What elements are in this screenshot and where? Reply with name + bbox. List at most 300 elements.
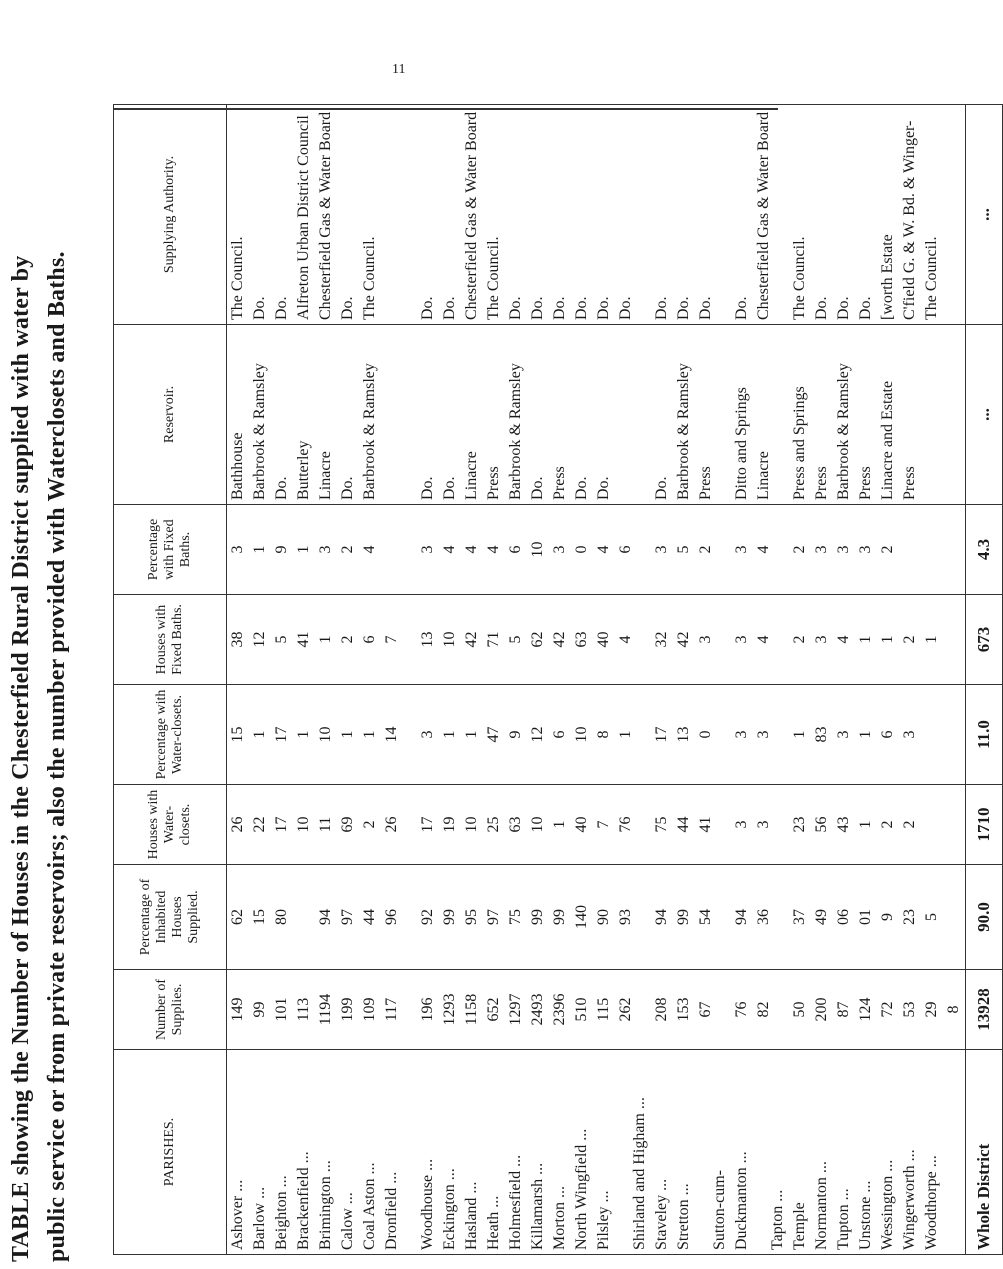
pct-wc-line <box>943 689 965 780</box>
group-gap <box>775 329 789 500</box>
supplies-line: 87 <box>835 1001 852 1018</box>
baths-line: 7 <box>383 635 400 644</box>
wc-line: 17 <box>273 816 290 833</box>
pct-wc-line: 6 <box>879 730 896 739</box>
pct-wc-line: 1 <box>251 730 268 739</box>
baths-line: 10 <box>441 631 458 648</box>
pct-baths-line: 5 <box>675 545 692 554</box>
pct-baths-line: 4 <box>595 545 612 554</box>
supplies-line: 1194 <box>317 993 334 1026</box>
supplies-line: 53 <box>901 1001 918 1018</box>
supplies-line: 1297 <box>507 993 524 1026</box>
group-gap <box>637 329 651 500</box>
parishes-line: Heath ... <box>485 1195 502 1250</box>
baths-line: 41 <box>295 631 312 648</box>
parishes-line: Unstone ... <box>857 1180 874 1250</box>
baths-line: 32 <box>653 631 670 648</box>
pct-supplied-line: 23 <box>901 909 918 925</box>
group-gap <box>637 599 651 680</box>
parishes-line: Morton ... <box>551 1186 568 1250</box>
reservoir-line: Do. <box>419 476 436 500</box>
wc-line: 17 <box>419 816 436 833</box>
group-gap <box>403 109 417 320</box>
baths-line: 1 <box>857 635 874 644</box>
authority-line: Do. <box>251 296 268 320</box>
wc-line: 41 <box>697 816 714 833</box>
pct-supplied-line: 01 <box>857 909 874 925</box>
wc-line: 75 <box>653 816 670 833</box>
group-gap <box>403 974 417 1045</box>
parishes-line: Sutton-cum- <box>711 1170 728 1250</box>
supplies-cell <box>227 970 966 1050</box>
pct-baths-line: 3 <box>419 545 436 554</box>
authority-line: Do. <box>675 296 692 320</box>
pct-baths-line: 3 <box>551 545 568 554</box>
pct-wc-line: 3 <box>835 730 852 739</box>
group-gap <box>695 1054 709 1250</box>
group-gap <box>637 689 651 780</box>
reservoir-line: Do. <box>653 476 670 500</box>
supplies-line: 149 <box>229 997 246 1022</box>
wc-line: 23 <box>791 816 808 833</box>
pct-supplied-line <box>293 869 315 965</box>
pct-baths-line: 3 <box>857 545 874 554</box>
wc-line: 11 <box>317 816 334 833</box>
supplies-line: 109 <box>361 997 378 1022</box>
authority-line: Do. <box>835 296 852 320</box>
pct-baths-line: 4 <box>441 545 458 554</box>
reservoir-line: Do. <box>573 476 590 500</box>
pct-baths-line: 0 <box>573 545 590 554</box>
pct-supplied-line: 75 <box>507 909 524 925</box>
total-reservoir: ... <box>966 325 1003 505</box>
group-gap <box>717 109 731 320</box>
pct-baths-line: 3 <box>317 545 334 554</box>
reservoir-line <box>615 329 637 500</box>
wc-line: 40 <box>573 816 590 833</box>
group-gap <box>637 869 651 965</box>
table-title-line-1: TABLE showing the Number of Houses in the Chesterfield Rural District supplied with water by <box>8 255 34 1262</box>
group-gap <box>775 599 789 680</box>
pct-wc-line: 3 <box>755 730 772 739</box>
total-pct-baths: 4.3 <box>966 505 1003 595</box>
reservoir-line: Barbrook & Ramsley <box>251 363 268 500</box>
reservoir-line: Press <box>551 466 568 500</box>
pct-supplied-cell <box>227 865 966 970</box>
parishes-line: Stretton ... <box>675 1183 692 1250</box>
reservoir-line: Press <box>485 466 502 500</box>
pct-supplied-line: 99 <box>529 909 546 925</box>
parishes-line: Eckington ... <box>441 1168 458 1250</box>
authority-line: Chesterfield Gas & Water Board <box>755 111 772 320</box>
reservoir-line: Ditto and Springs <box>733 387 750 500</box>
pct-wc-line <box>921 689 943 780</box>
authority-line: The Council. <box>923 236 940 320</box>
authority-line <box>943 109 965 320</box>
authority-line: Do. <box>857 296 874 320</box>
pct-supplied-line: 96 <box>383 909 400 925</box>
header-row <box>114 105 227 1255</box>
reservoir-line: Bathhouse <box>229 432 246 500</box>
supplies-line: 115 <box>595 997 612 1022</box>
authority-line: Alfreton Urban District Council <box>295 115 312 320</box>
wc-line: 1 <box>857 820 874 829</box>
pct-wc-line: 1 <box>361 730 378 739</box>
supplies-line: 200 <box>813 997 830 1022</box>
authority-line: Chesterfield Gas & Water Board <box>317 111 334 320</box>
reservoir-line <box>921 329 943 500</box>
reservoir-line: Barbrook & Ramsley <box>507 363 524 500</box>
total-baths: 673 <box>966 595 1003 685</box>
authority-line: The Council. <box>791 236 808 320</box>
supplies-line: 196 <box>419 997 436 1022</box>
parishes-line: Tapton ... <box>769 1189 786 1250</box>
authority-line: Do. <box>507 296 524 320</box>
group-gap <box>717 689 731 780</box>
authority-line: Do. <box>697 296 714 320</box>
baths-line: 2 <box>791 635 808 644</box>
parishes-line: Duckmanton ... <box>733 1151 750 1250</box>
pct-wc-line: 1 <box>339 730 356 739</box>
reservoir-line <box>943 329 965 500</box>
baths-line: 71 <box>485 631 502 648</box>
table-body-row <box>227 105 966 1255</box>
supplies-line: 1293 <box>441 993 458 1026</box>
supplies-line: 262 <box>617 997 634 1022</box>
parishes-cell <box>227 1050 966 1255</box>
pct-supplied-line: 97 <box>485 909 502 925</box>
baths-line: 3 <box>697 635 714 644</box>
col-header-pct-baths: Percentage with Fixed Baths. <box>114 505 227 595</box>
group-gap <box>403 689 417 780</box>
group-gap <box>717 869 731 965</box>
reservoir-line: Do. <box>339 476 356 500</box>
pct-supplied-line: 90 <box>595 909 612 925</box>
parishes-line: Temple <box>791 1202 808 1250</box>
baths-line: 1 <box>317 635 334 644</box>
group-gap <box>717 509 731 590</box>
reservoir-line: Press and Springs <box>791 386 808 500</box>
reservoir-line: Barbrook & Ramsley <box>361 363 378 500</box>
group-gap <box>615 1054 629 1250</box>
baths-line: 62 <box>529 631 546 648</box>
wc-line: 2 <box>361 820 378 829</box>
baths-line: 6 <box>361 635 378 644</box>
parishes-line: Pilsley ... <box>595 1190 612 1250</box>
pct-supplied-line: 49 <box>813 909 830 925</box>
authority-line: Do. <box>441 296 458 320</box>
group-gap <box>403 329 417 500</box>
reservoir-line: Do. <box>529 476 546 500</box>
pct-baths-line: 4 <box>361 545 378 554</box>
parishes-line: North Wingfield ... <box>573 1128 590 1250</box>
parishes-line: Brimington ... <box>317 1160 334 1250</box>
supplies-line: 29 <box>923 1001 940 1018</box>
pct-baths-line: 4 <box>485 545 502 554</box>
pct-wc-line: 3 <box>733 730 750 739</box>
baths-line: 2 <box>339 635 356 644</box>
pct-wc-line: 10 <box>317 726 334 743</box>
supplies-line: 76 <box>733 1001 750 1018</box>
pct-baths-line: 6 <box>617 545 634 554</box>
pct-supplied-line: 5 <box>923 913 940 921</box>
group-gap <box>775 974 789 1045</box>
col-header-reservoir: Reservoir. <box>114 325 227 505</box>
wc-line: 10 <box>295 816 312 833</box>
total-row <box>966 105 1003 1255</box>
wc-cell <box>227 785 966 865</box>
pct-wc-line: 1 <box>295 730 312 739</box>
pct-baths-line: 3 <box>653 545 670 554</box>
group-gap <box>637 974 651 1045</box>
reservoir-line: Linacre <box>463 451 480 500</box>
pct-baths-line: 3 <box>229 545 246 554</box>
pct-wc-line: 1 <box>791 730 808 739</box>
wc-line: 2 <box>901 820 918 829</box>
pct-wc-line: 1 <box>463 730 480 739</box>
pct-supplied-line: 54 <box>697 909 714 925</box>
supplies-line: 82 <box>755 1001 772 1018</box>
group-gap <box>637 109 651 320</box>
authority-line: Do. <box>551 296 568 320</box>
pct-wc-line: 10 <box>573 726 590 743</box>
group-gap <box>717 789 731 860</box>
supplies-line: 510 <box>573 997 590 1022</box>
pct-supplied-line: 36 <box>755 909 772 925</box>
reservoir-line: Do. <box>595 476 612 500</box>
pct-baths-line <box>899 509 921 590</box>
baths-line: 40 <box>595 631 612 648</box>
pct-baths-line: 9 <box>273 545 290 554</box>
pct-wc-line: 14 <box>383 726 400 743</box>
col-header-wc: Houses with Water-closets. <box>114 785 227 865</box>
supplies-line: 72 <box>879 1001 896 1018</box>
baths-line: 63 <box>573 631 590 648</box>
reservoir-line: Press <box>813 466 830 500</box>
pct-wc-line: 12 <box>529 726 546 743</box>
authority-line: [worth Estate <box>879 234 896 320</box>
baths-line: 5 <box>273 635 290 644</box>
baths-line: 5 <box>507 635 524 644</box>
parishes-line: Tupton ... <box>835 1188 852 1250</box>
pct-baths-line: 2 <box>697 545 714 554</box>
wc-line: 43 <box>835 816 852 833</box>
parishes-line: Woodthorpe ... <box>923 1155 940 1250</box>
supplies-line: 652 <box>485 997 502 1022</box>
authority-cell <box>227 105 966 325</box>
parishes-line: Brackenfield ... <box>295 1151 312 1250</box>
total-pct-supplied: 90.0 <box>966 865 1003 970</box>
supplies-line: 99 <box>251 1001 268 1018</box>
baths-line: 42 <box>675 631 692 648</box>
baths-line: 42 <box>551 631 568 648</box>
authority-line: The Council. <box>485 236 502 320</box>
pct-baths-line: 2 <box>339 545 356 554</box>
supplies-line: 2396 <box>551 993 568 1026</box>
authority-line: Do. <box>813 296 830 320</box>
baths-line: 13 <box>419 631 436 648</box>
group-gap <box>717 329 731 500</box>
supplies-line: 1158 <box>463 993 480 1026</box>
group-gap <box>775 109 789 320</box>
baths-line: 3 <box>813 635 830 644</box>
pct-baths-line: 3 <box>835 545 852 554</box>
authority-line: Do. <box>339 296 356 320</box>
pct-wc-line: 1 <box>617 730 634 739</box>
pct-supplied-line: 99 <box>675 909 692 925</box>
group-gap <box>403 1054 417 1250</box>
supplies-line: 208 <box>653 997 670 1022</box>
supplies-line: 199 <box>339 997 356 1022</box>
wc-line: 1 <box>551 820 568 829</box>
reservoir-line: Do. <box>273 476 290 500</box>
pct-baths-line: 3 <box>813 545 830 554</box>
parishes-line: Dronfield ... <box>383 1171 400 1250</box>
authority-line: Do. <box>653 296 670 320</box>
reservoir-line: Barbrook & Ramsley <box>675 363 692 500</box>
baths-line: 1 <box>923 635 940 644</box>
pct-wc-line: 1 <box>441 730 458 739</box>
pct-supplied-line: 44 <box>361 909 378 925</box>
reservoir-line: Linacre <box>317 451 334 500</box>
group-gap <box>637 789 651 860</box>
baths-line <box>943 599 965 680</box>
supplies-line: 124 <box>857 997 874 1022</box>
pct-baths-line: 1 <box>295 545 312 554</box>
wc-line <box>943 789 965 860</box>
baths-line: 42 <box>463 631 480 648</box>
data-table-container <box>113 105 993 1255</box>
parishes-line: Killamarsh ... <box>529 1162 546 1250</box>
pct-supplied-line: 99 <box>551 909 568 925</box>
baths-line: 12 <box>251 631 268 648</box>
parishes-line: Calow ... <box>339 1192 356 1250</box>
pct-wc-line: 1 <box>857 730 874 739</box>
pct-supplied-line: 94 <box>653 909 670 925</box>
wc-line: 56 <box>813 816 830 833</box>
parishes-line: Ashover ... <box>229 1179 246 1250</box>
authority-line: Do. <box>733 296 750 320</box>
group-gap <box>775 509 789 590</box>
group-gap <box>775 869 789 965</box>
pct-supplied-line: 9 <box>879 913 896 921</box>
authority-line: Do. <box>595 296 612 320</box>
group-gap <box>775 789 789 860</box>
parishes-line: Shirland and Higham ... <box>631 1097 648 1250</box>
pct-supplied-line: 94 <box>733 909 750 925</box>
group-gap <box>403 869 417 965</box>
parishes-line: Normanton ... <box>813 1161 830 1250</box>
authority-line: C'field G. & W. Bd. & Winger- <box>901 120 918 320</box>
wc-line: 3 <box>733 820 750 829</box>
supplies-line: 117 <box>383 997 400 1022</box>
col-header-parishes: PARISHES. <box>114 1050 227 1255</box>
supplies-line: 101 <box>273 997 290 1022</box>
parishes-line: Staveley ... <box>653 1178 670 1250</box>
wc-line: 7 <box>595 820 612 829</box>
col-header-authority: Supplying Authority. <box>114 105 227 325</box>
table-title-line-2: public service or from private reservoirs; also the number provided with Waterclosets and Baths. <box>44 251 70 1262</box>
parishes-line: Coal Aston ... <box>361 1162 378 1250</box>
pct-baths-line: 10 <box>529 541 546 558</box>
reservoir-line: Press <box>697 466 714 500</box>
pct-supplied-line <box>943 869 965 965</box>
baths-line: 4 <box>617 635 634 644</box>
authority-line <box>381 109 403 320</box>
reservoir-line <box>381 329 403 500</box>
authority-line: Do. <box>273 296 290 320</box>
pct-supplied-line: 15 <box>251 909 268 925</box>
group-gap <box>403 789 417 860</box>
pct-wc-line: 13 <box>675 726 692 743</box>
wc-line: 22 <box>251 816 268 833</box>
pct-baths-cell <box>227 505 966 595</box>
pct-baths-line: 2 <box>879 545 896 554</box>
wc-line: 69 <box>339 816 356 833</box>
parishes-line: Wessington ... <box>879 1159 896 1250</box>
pct-wc-line: 6 <box>551 730 568 739</box>
supplies-line: 153 <box>675 997 692 1022</box>
wc-line: 2 <box>879 820 896 829</box>
pct-supplied-line: 62 <box>229 909 246 925</box>
reservoir-line: Linacre and Estate <box>879 380 896 500</box>
total-supplies: 13928 <box>966 970 1003 1050</box>
page-number: 11 <box>392 62 406 77</box>
col-header-baths: Houses with Fixed Baths. <box>114 595 227 685</box>
supplies-line: 50 <box>791 1001 808 1018</box>
baths-line: 4 <box>755 635 772 644</box>
wc-line: 3 <box>755 820 772 829</box>
pct-wc-line: 83 <box>813 726 830 743</box>
wc-line <box>921 789 943 860</box>
total-authority: ... <box>966 105 1003 325</box>
total-pct-wc: 11.0 <box>966 685 1003 785</box>
wc-line: 26 <box>229 816 246 833</box>
total-wc: 1710 <box>966 785 1003 865</box>
group-gap <box>775 689 789 780</box>
pct-baths-line: 6 <box>507 545 524 554</box>
col-header-supplies: Number of Supplies. <box>114 970 227 1050</box>
authority-line: The Council. <box>361 236 378 320</box>
baths-line: 4 <box>835 635 852 644</box>
pct-wc-line: 3 <box>901 730 918 739</box>
pct-wc-line: 17 <box>273 726 290 743</box>
pct-supplied-line: 140 <box>573 905 590 929</box>
parishes-line: Beighton ... <box>273 1175 290 1250</box>
pct-baths-line: 2 <box>791 545 808 554</box>
pct-baths-line <box>921 509 943 590</box>
wc-line: 25 <box>485 816 502 833</box>
pct-supplied-line: 94 <box>317 909 334 925</box>
pct-supplied-line: 37 <box>791 909 808 925</box>
group-gap <box>637 509 651 590</box>
supplies-line: 113 <box>295 997 312 1022</box>
baths-line: 3 <box>733 635 750 644</box>
reservoir-line: Butterley <box>295 440 312 500</box>
wc-line: 10 <box>529 816 546 833</box>
pct-supplied-line: 99 <box>441 909 458 925</box>
reservoir-cell <box>227 325 966 505</box>
parishes-line: Wingerworth ... <box>901 1149 918 1250</box>
group-gap <box>403 599 417 680</box>
pct-baths-line: 3 <box>733 545 750 554</box>
pct-baths-line: 1 <box>251 545 268 554</box>
parishes-line: Woodhouse ... <box>419 1158 436 1250</box>
reservoir-line: Press <box>901 466 918 500</box>
reservoir-line: Do. <box>441 476 458 500</box>
pct-baths-line <box>943 509 965 590</box>
reservoir-line: Barbrook & Ramsley <box>835 363 852 500</box>
